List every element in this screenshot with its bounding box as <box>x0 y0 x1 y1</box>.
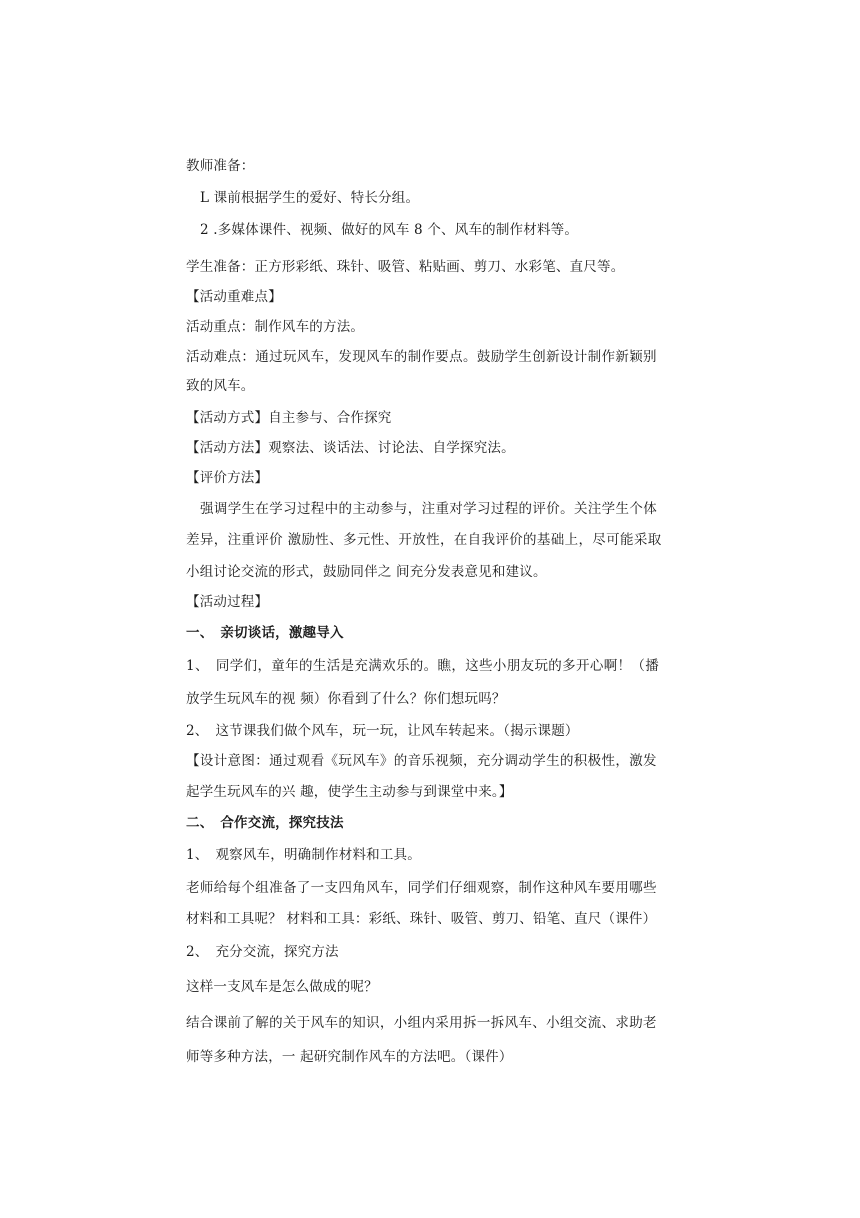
activity-mode: 【活动方式】自主参与、合作探究 <box>186 410 392 426</box>
student-prep: 学生准备：正方形彩纸、珠针、吸管、粘贴画、剪刀、水彩笔、直尺等。 <box>186 259 625 275</box>
evaluation-paragraph-line-3: 小组讨论交流的形式，鼓励同伴之 间充分发表意见和建议。 <box>186 564 547 580</box>
difficult-point-line-2: 致的风车。 <box>186 378 255 394</box>
step-two-item-1: 1、 观察风车，明确制作材料和工具。 <box>186 847 421 863</box>
design-intent-line-2: 起学生玩风车的兴 趣，使学生主动参与到课堂中来。】 <box>186 784 513 800</box>
design-intent-line-1: 【设计意图：通过观看《玩风车》的音乐视频，充分调动学生的积极性，激发 <box>186 753 657 769</box>
step-two-heading: 二、 合作交流，探究技法 <box>186 815 344 831</box>
step-two-item-2: 2、 充分交流，探究方法 <box>186 944 339 960</box>
step-one-heading: 一、 亲切谈话，激趣导入 <box>186 625 344 641</box>
materials-paragraph-line-2: 材料和工具呢？ 材料和工具：彩纸、珠针、吸管、剪刀、铅笔、直尺（课件） <box>186 911 657 927</box>
materials-paragraph-line-1: 老师给每个组准备了一支四角风车，同学们仔细观察，制作这种风车要用哪些 <box>186 880 657 896</box>
difficult-point-line-1: 活动难点：通过玩风车，发现风车的制作要点。鼓励学生创新设计制作新颖别 <box>186 349 657 365</box>
evaluation-paragraph-line-2: 差异，注重评价 激励性、多元性、开放性，在自我评价的基础上，尽可能采取 <box>186 532 662 548</box>
teacher-prep-item-2: 2 .多媒体课件、视频、做好的风车 8 个、风车的制作材料等。 <box>200 222 579 238</box>
method-paragraph-line-2: 师等多种方法，一 起研究制作风车的方法吧。（课件） <box>186 1049 513 1065</box>
teacher-prep-heading: 教师准备： <box>186 158 255 174</box>
activity-method: 【活动方法】观察法、谈话法、讨论法、自学探究法。 <box>186 440 515 456</box>
method-paragraph-line-1: 结合课前了解的关于风车的知识，小组内采用拆一拆风车、小组交流、求助老 <box>186 1015 657 1031</box>
section-heading-key-points: 【活动重难点】 <box>186 289 282 305</box>
step-one-item-1-line-2: 放学生玩风车的视 频）你看到了什么？你们想玩吗？ <box>186 691 506 707</box>
section-heading-evaluation: 【评价方法】 <box>186 470 269 486</box>
evaluation-paragraph-line-1: 强调学生在学习过程中的主动参与，注重对学习过程的评价。关注学生个体 <box>200 501 658 517</box>
step-one-item-1-line-1: 1、 同学们，童年的生活是充满欢乐的。瞧，这些小朋友玩的多开心啊！（播 <box>186 658 660 674</box>
key-point: 活动重点：制作风车的方法。 <box>186 319 365 335</box>
step-one-item-2: 2、 这节课我们做个风车，玩一玩，让风车转起来。（揭示课题） <box>186 723 579 739</box>
section-heading-process: 【活动过程】 <box>186 594 269 610</box>
teacher-prep-item-1: L 课前根据学生的爱好、特长分组。 <box>200 190 420 206</box>
question-line: 这样一支风车是怎么做成的呢？ <box>186 979 378 995</box>
